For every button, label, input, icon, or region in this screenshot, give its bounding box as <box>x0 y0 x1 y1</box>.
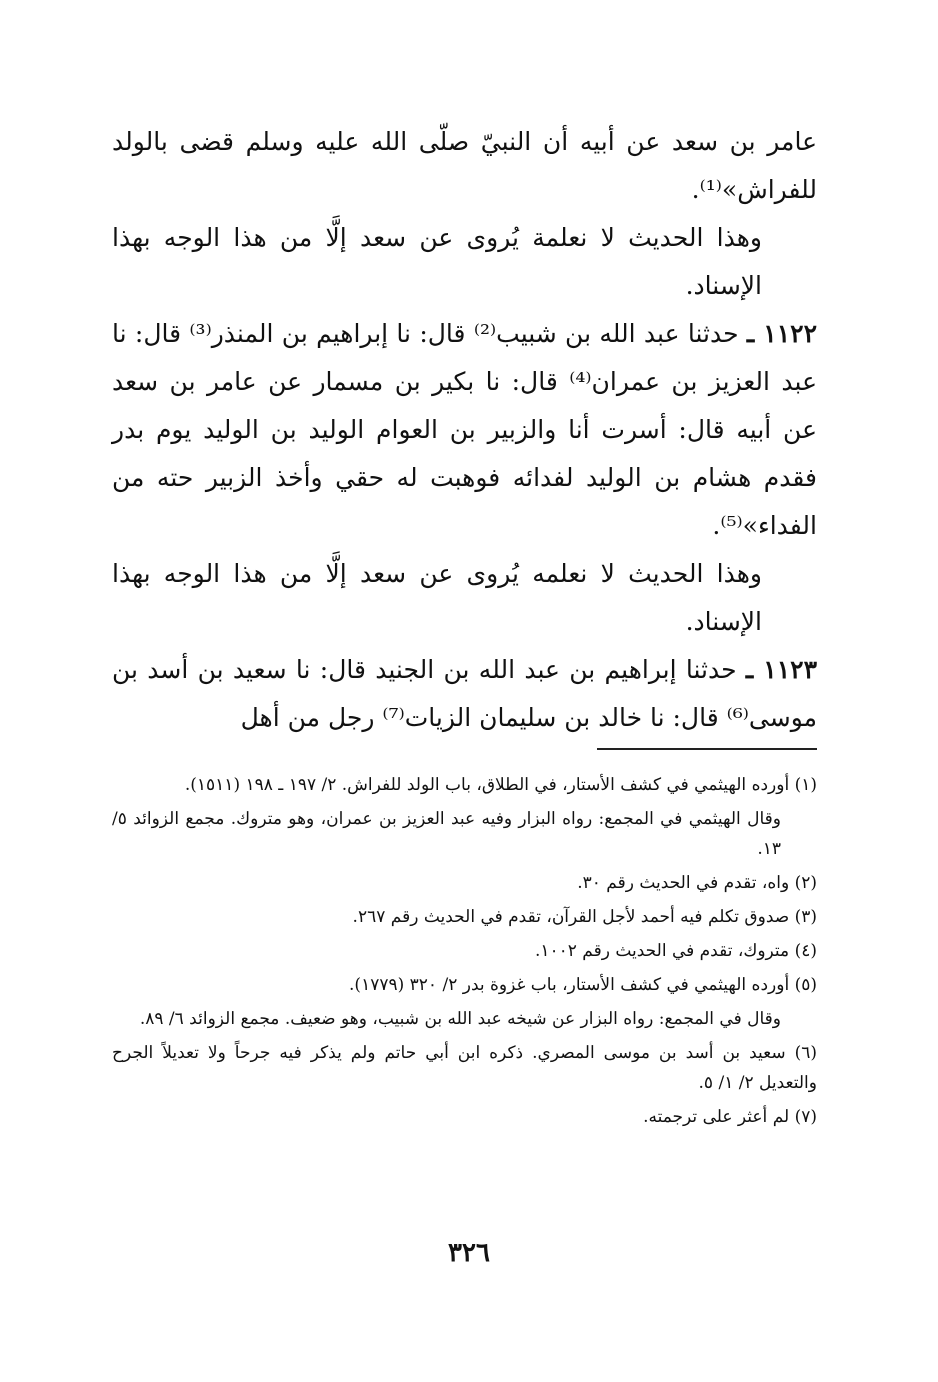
paragraph-remark-1: وهذا الحديث لا نعلمة يُروى عن سعد إلَّا من هذا الوجه بهذا الإسناد. <box>112 223 762 300</box>
hadith-number: ١١٢٣ ـ <box>745 655 817 684</box>
footnote-6: (٦) سعيد بن أسد بن موسى المصري. ذكره ابن أبي حاتم ولم يذكر فيه جرحاً ولا تعديلاً الجرح والتعديل ٢/ ١/ ٥. <box>112 1043 817 1093</box>
footnote-1-continuation: وقال الهيثمي في المجمع: رواه البزار وفيه عبد العزيز بن عمران، وهو متروك. مجمع الزوائد ٥/ ١٣. <box>112 809 781 859</box>
footnotes <box>112 770 817 1136</box>
main-text <box>112 118 817 742</box>
footnote-1: (١) أورده الهيثمي في كشف الأستار، في الطلاق، باب الولد للفراش. ٢/ ١٩٧ ـ ١٩٨ (١٥١١). <box>184 775 817 795</box>
footnote-separator <box>0 748 938 749</box>
footnote-4: (٤) متروك، تقدم في الحديث رقم ١٠٠٢. <box>534 941 817 961</box>
page-number: ٣٢٦ <box>448 1238 490 1268</box>
hadith-text: حدثنا عبد الله بن شبيب⁽²⁾ قال: نا إبراهيم بن المنذر⁽³⁾ قال: نا عبد العزيز بن عمران⁽⁴⁾ قال: نا بكير بن مسمار عن عامر بن سعد عن أبيه قال: أسرت أنا والزبير بن العوام الوليد بن الوليد يوم بدر فقدم هشام بن الوليد لفدائه فوهبت له حقي وأخذ الزبير حته من الفداء»⁽⁵⁾. <box>112 319 817 540</box>
hadith-text: حدثنا إبراهيم بن عبد الله بن الجنيد قال: نا سعيد بن أسد بن موسى⁽⁶⁾ قال: نا خالد بن سليمان الزيات⁽⁷⁾ رجل من أهل <box>112 655 817 732</box>
hadith-1123 <box>112 646 817 742</box>
footnote-5: (٥) أورده الهيثمي في كشف الأستار، باب غزوة بدر ٢/ ٣٢٠ (١٧٧٩). <box>349 975 817 995</box>
hadith-1122 <box>112 310 817 550</box>
footnote-2: (٢) واه، تقدم في الحديث رقم ٣٠. <box>577 873 817 893</box>
paragraph-remark-2: وهذا الحديث لا نعلمه يُروى عن سعد إلَّا من هذا الوجه بهذا الإسناد. <box>112 559 762 636</box>
footnote-3: (٣) صدوق تكلم فيه أحمد لأجل القرآن، تقدم في الحديث رقم ٢٦٧. <box>352 907 817 927</box>
hadith-number: ١١٢٢ ـ <box>746 319 818 348</box>
paragraph-continuation: عامر بن سعد عن أبيه أن النبيّ صلّى الله عليه وسلم قضى بالولد للفراش»⁽¹⁾. <box>112 127 817 204</box>
footnote-5-continuation: وقال في المجمع: رواه البزار عن شيخه عبد الله بن شبيب، وهو ضعيف. مجمع الزوائد ٦/ ٨٩. <box>139 1009 781 1029</box>
footnote-7: (٧) لم أعثر على ترجمته. <box>643 1107 817 1127</box>
